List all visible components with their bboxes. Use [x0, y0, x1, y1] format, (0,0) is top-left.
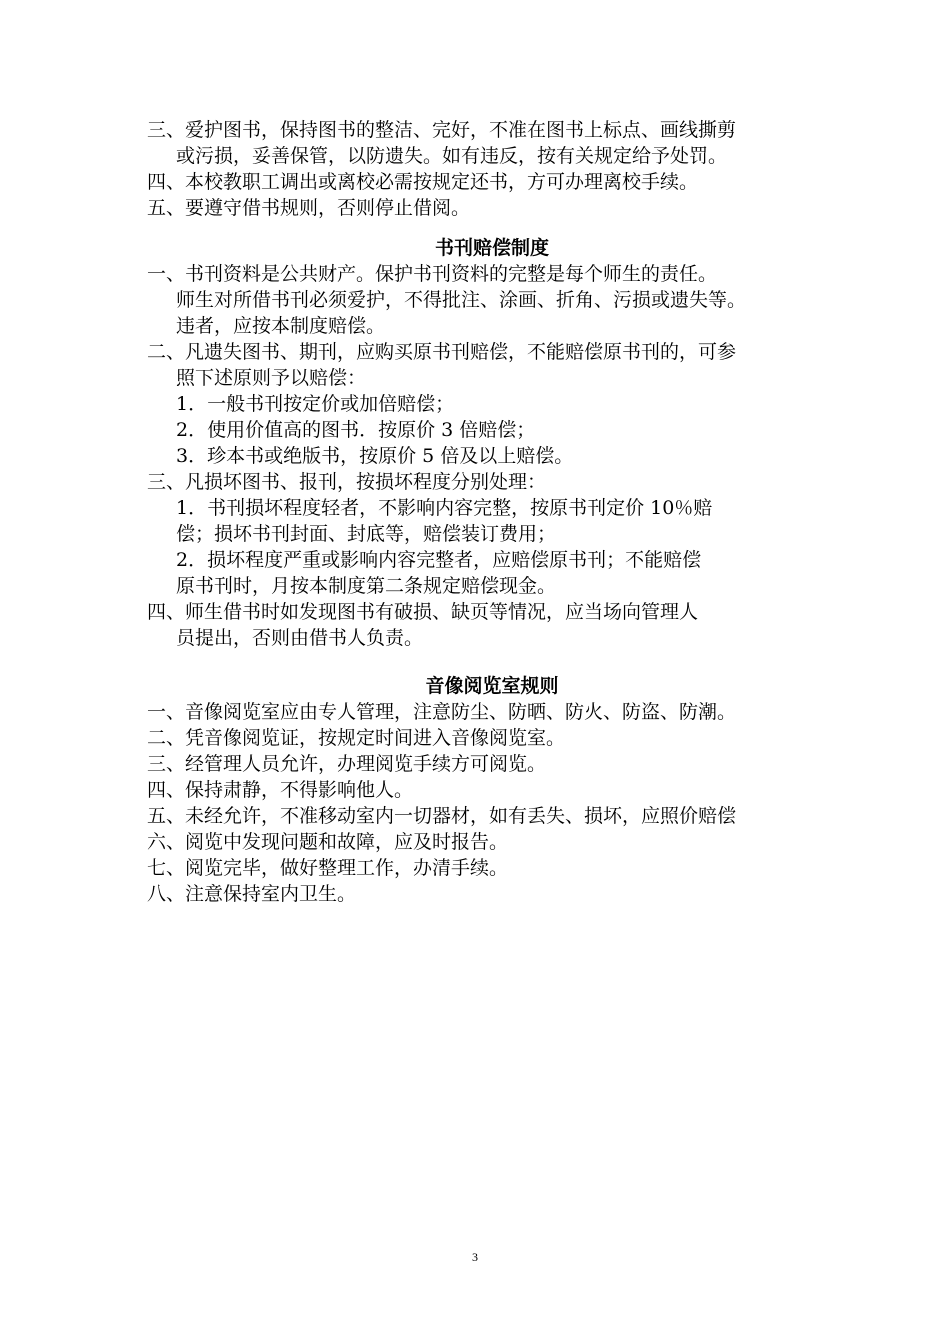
page-number: 3: [472, 1250, 478, 1264]
rule-item: 四、师生借书时如发现图书有破损、缺页等情况，应当场向管理人: [147, 601, 699, 623]
av-room-section: [147, 673, 837, 907]
rule-item-continuation: 照下述原则予以赔偿：: [176, 367, 367, 389]
rule-item-continuation: 或污损，妥善保管，以防遗失。如有违反，按有关规定给予处罚。: [176, 145, 728, 167]
rule-item-continuation: 违者，应按本制度赔偿。: [176, 315, 386, 337]
rule-item: 六、阅览中发现问题和故障，应及时报告。: [147, 831, 509, 853]
rule-item: 二、凡遗失图书、期刊，应购买原书刊赔偿，不能赔偿原书刊的，可参: [147, 341, 737, 363]
rule-item-continuation: 师生对所借书刊必须爱护，不得批注、涂画、折角、污损或遗失等。: [176, 289, 747, 311]
rule-item: 一、书刊资料是公共财产。保护书刊资料的完整是每个师生的责任。: [147, 263, 718, 285]
lending-rules-section: [147, 117, 837, 221]
rule-item: 三、凡损坏图书、报刊，按损坏程度分别处理：: [147, 471, 547, 493]
rule-item: 四、本校教职工调出或离校必需按规定还书，方可办理离校手续。: [147, 171, 699, 193]
section-title-av-room: 音像阅览室规则: [425, 675, 559, 697]
sub-rule-item: 2．使用价值高的图书．按原价 3 倍赔偿；: [176, 419, 536, 441]
rule-item-continuation: 员提出，否则由借书人负责。: [176, 627, 424, 649]
rule-item: 四、保持肃静，不得影响他人。: [147, 779, 414, 801]
compensation-section: [147, 235, 837, 651]
rule-item: 五、要遵守借书规则，否则停止借阅。: [147, 197, 471, 219]
sub-rule-item-continuation: 原书刊时，月按本制度第二条规定赔偿现金。: [176, 575, 557, 597]
section-title-compensation: 书刊赔偿制度: [434, 237, 549, 259]
rule-item: 七、阅览完毕，做好整理工作，办清手续。: [147, 857, 509, 879]
sub-rule-item: 1．一般书刊按定价或加倍赔偿；: [176, 393, 455, 415]
rule-item: 五、未经允许，不准移动室内一切器材，如有丢失、损坏，应照价赔偿: [147, 805, 737, 827]
rule-item: 三、经管理人员允许，办理阅览手续方可阅览。: [147, 753, 547, 775]
rule-item: 一、音像阅览室应由专人管理，注意防尘、防晒、防火、防盗、防潮。: [147, 701, 737, 723]
sub-rule-item: 3．珍本书或绝版书，按原价 5 倍及以上赔偿。: [176, 445, 574, 467]
sub-rule-item: 2．损坏程度严重或影响内容完整者，应赔偿原书刊；不能赔偿: [176, 549, 702, 571]
page-content: [147, 117, 837, 907]
sub-rule-item: 1．书刊损坏程度轻者，不影响内容完整，按原书刊定价 10％赔: [176, 497, 713, 519]
rule-item: 三、爱护图书，保持图书的整洁、完好，不准在图书上标点、画线撕剪: [147, 119, 737, 141]
sub-rule-item-continuation: 偿；损坏书刊封面、封底等，赔偿装订费用；: [176, 523, 557, 545]
rule-item: 二、凭音像阅览证，按规定时间进入音像阅览室。: [147, 727, 566, 749]
rule-item: 八、注意保持室内卫生。: [147, 883, 357, 905]
